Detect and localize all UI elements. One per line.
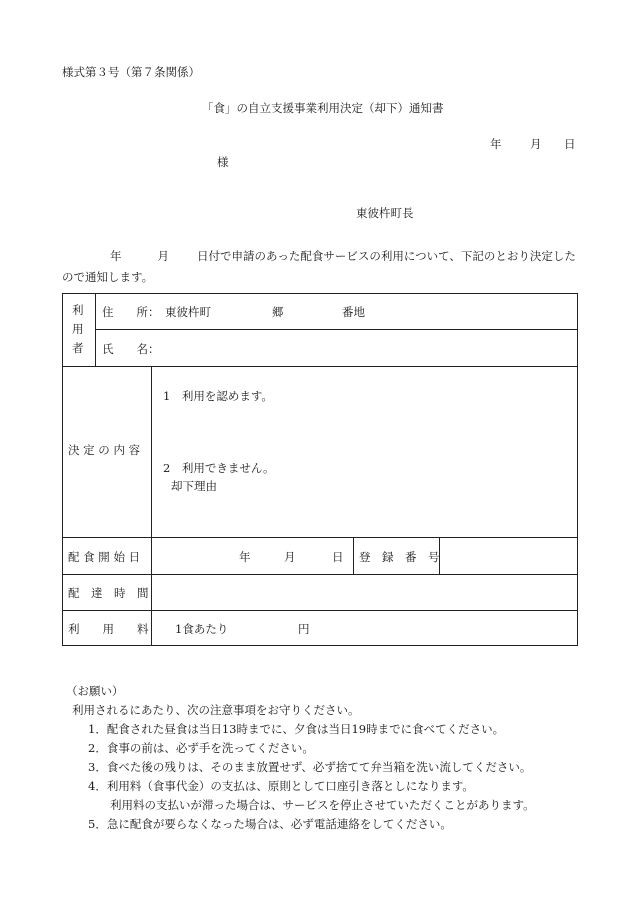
document-title: 「食」の自立支援事業利用決定（却下）通知書 bbox=[202, 101, 444, 115]
notes-item: 2．食事の前は、必ず手を洗ってください。 bbox=[88, 741, 314, 755]
table-border-left bbox=[62, 293, 63, 646]
start-date-day: 日 bbox=[332, 550, 344, 564]
delivery-row-bottom bbox=[62, 610, 578, 611]
issuer-name: 東彼杵町長 bbox=[356, 206, 414, 220]
table-border-right bbox=[577, 293, 578, 646]
delivery-time-label: 配 達 時 間 bbox=[68, 586, 149, 600]
address-banchi: 番地 bbox=[342, 305, 365, 319]
notes-section bbox=[62, 682, 535, 834]
address-town: 東彼杵町 bbox=[165, 305, 211, 319]
notes-item-continuation: 利用料の支払いが滞った場合は、サービスを停止させていただくことがあります。 bbox=[110, 798, 535, 812]
intro-month: 月 bbox=[157, 249, 169, 263]
address-label: 住 所： bbox=[102, 305, 160, 319]
notes-item: 1．配食された昼食は当日13時までに、夕食は当日19時までに食べてください。 bbox=[88, 722, 505, 736]
decision-row-bottom bbox=[62, 537, 578, 538]
registration-number-label: 登 録 番 号 bbox=[359, 550, 440, 564]
table-border-top bbox=[62, 293, 578, 294]
user-label-2: 用 bbox=[72, 322, 84, 336]
address-name-divider bbox=[95, 329, 578, 330]
decision-table bbox=[62, 293, 578, 646]
issue-date-year: 年 bbox=[490, 137, 502, 151]
issue-date-month: 月 bbox=[530, 137, 542, 151]
user-section-bottom bbox=[62, 366, 578, 367]
start-date-month: 月 bbox=[284, 550, 296, 564]
intro-paragraph bbox=[62, 246, 587, 288]
address-go: 郷 bbox=[272, 305, 284, 319]
decision-option-reject: 2 利用できません。 bbox=[163, 461, 275, 475]
decision-label: 決 定 の 内 容 bbox=[68, 443, 141, 457]
intro-text: 日付で申請のあった配食サービスの利用について、下記のとおり決定したので通知します。 bbox=[62, 249, 576, 284]
intro-year: 年 bbox=[110, 249, 122, 263]
name-label: 氏 名： bbox=[102, 342, 160, 356]
user-label-1: 利 bbox=[72, 303, 84, 317]
notes-item: 5．急に配食が要らなくなった場合は、必ず電話連絡をしてください。 bbox=[88, 817, 452, 831]
issue-date bbox=[490, 136, 576, 152]
rejection-reason-label: 却下理由 bbox=[171, 479, 217, 493]
notes-lead: 利用されるにあたり、次の注意事項をお守りください。 bbox=[72, 703, 360, 717]
registration-label-left bbox=[353, 537, 354, 574]
issue-date-day: 日 bbox=[564, 137, 576, 151]
user-label-3: 者 bbox=[72, 341, 84, 355]
label-column-divider bbox=[151, 366, 152, 646]
form-number: 様式第３号（第７条関係） bbox=[62, 65, 200, 79]
start-date-label: 配 食 開 始 日 bbox=[68, 550, 141, 564]
start-date-row-bottom bbox=[62, 574, 578, 575]
notes-heading: （お願い） bbox=[66, 684, 124, 698]
addressee-suffix: 様 bbox=[217, 155, 229, 169]
decision-option-approve: 1 利用を認めます。 bbox=[163, 389, 273, 403]
fee-yen: 円 bbox=[298, 622, 310, 636]
table-border-bottom bbox=[62, 645, 578, 646]
fee-label: 利 用 料 bbox=[68, 622, 149, 636]
notes-item: 3．食べた後の残りは、そのまま放置せず、必ず捨てて弁当箱を洗い流してください。 bbox=[88, 760, 532, 774]
notes-item: 4．利用料（食事代金）の支払は、原則として口座引き落としになります。 bbox=[88, 779, 474, 793]
fee-per-meal: 1食あたり bbox=[175, 622, 229, 636]
start-date-year: 年 bbox=[239, 550, 251, 564]
